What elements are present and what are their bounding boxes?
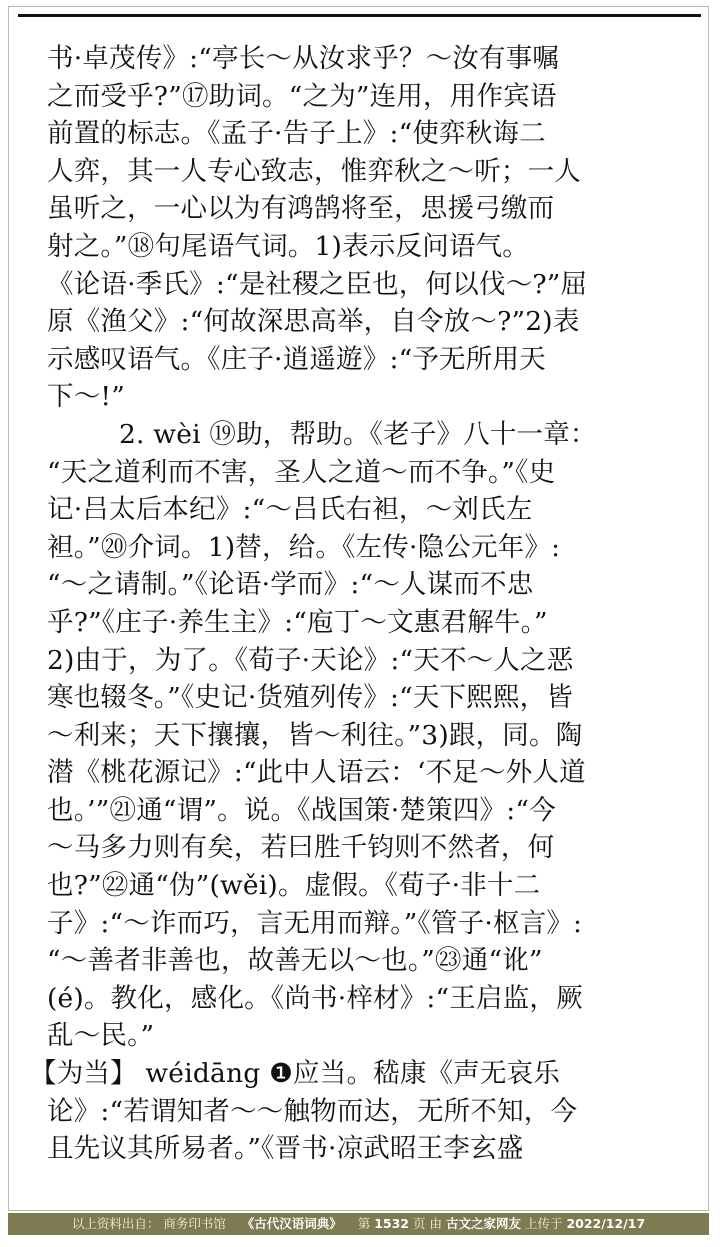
source-footer	[8, 1213, 709, 1235]
text-line: 乎?”《庄子·养生主》:“庖丁～文惠君解牛。”	[47, 606, 548, 638]
text-line: ～马多力则有矣，若曰胜千钧则不然者，何	[47, 832, 555, 864]
text-line: 书·卓茂传》:“亭长～从汝求乎？～汝有事嘱	[47, 43, 560, 74]
text-line: 前置的标志。《孟子·告子上》:“使弈秋诲二	[47, 118, 546, 150]
text-line: 《论语·季氏》:“是社稷之臣也，何以伐～?”屈	[47, 268, 588, 300]
text-line: 人弈，其一人专心致志，惟弈秋之～听；一人	[47, 155, 581, 187]
footer-uploader: 古文之家网友	[445, 1216, 521, 1231]
footer-book: 《古代汉语词典》	[241, 1216, 342, 1231]
text-line: 记·吕太后本纪》:“～吕氏右袒，～刘氏左	[47, 494, 533, 526]
sense-heading-wei4: 2. wèi ⑲助，帮助。《老子》八十一章：	[119, 418, 597, 450]
text-line: 潜《桃花源记》:“此中人语云：‘不足～外人道	[47, 757, 586, 789]
text-line: 之而受乎?”⑰助词。“之为”连用，用作宾语	[47, 80, 557, 112]
text-line: 且先议其所易者。”《晋书·凉武昭王李玄盛	[47, 1133, 524, 1165]
text-line: 也。’”㉑通“谓”。说。《战国策·楚策四》:“今	[47, 794, 556, 826]
footer-upload-label: 上传于	[524, 1216, 563, 1231]
text-line: 示感叹语气。《庄子·逍遥遊》:“予无所用天	[47, 343, 546, 375]
text-line: 子》:“～诈而巧，言无用而辩。”《管子·枢言》:	[47, 907, 583, 939]
text-line: (é)。教化，感化。《尚书·梓材》:“王启监，厥	[47, 982, 583, 1014]
footer-page-suffix: 页 由	[412, 1216, 442, 1231]
text-line: “～之请制。”《论语·学而》:“～人谋而不忠	[47, 569, 534, 601]
text-line: 论》:“若谓知者～～触物而达，无所不知，今	[47, 1095, 578, 1127]
entry-heading-weidang: 【为当】 wéidāng ❶应当。嵇康《声无哀乐	[30, 1058, 561, 1090]
text-line: 也?”㉒通“伪”(wěi)。虚假。《荀子·非十二	[47, 870, 541, 902]
text-line: 射之。”⑱句尾语气词。1)表示反问语气。	[47, 230, 529, 262]
footer-page-label: 第	[357, 1216, 371, 1231]
dictionary-text	[30, 40, 687, 1168]
text-line: 虽听之，一心以为有鸿鹄将至，思援弓缴而	[47, 193, 555, 225]
text-line: ～利来；天下攘攘，皆～利往。”3)跟，同。陶	[47, 719, 583, 751]
top-rule	[18, 14, 701, 17]
footer-page-number: 1532	[374, 1216, 409, 1231]
text-line: 2)由于，为了。《荀子·天论》:“天不～人之恶	[47, 644, 574, 676]
text-line: 袒。”⑳介词。1)替，给。《左传·隐公元年》:	[47, 531, 561, 563]
text-line: “天之道利而不害，圣人之道～而不争。”《史	[47, 456, 556, 488]
footer-prefix: 以上资料出自：	[71, 1216, 160, 1231]
text-line: 乱～民。”	[47, 1020, 155, 1052]
text-line: 下～!”	[47, 381, 125, 413]
footer-date: 2022/12/17	[566, 1216, 646, 1231]
text-line: 原《渔父》:“何故深思高举，自令放～?”2)表	[47, 306, 580, 338]
text-line: “～善者非善也，故善无以～也。”㉓通“讹”	[47, 945, 543, 977]
text-line: 寒也辍冬。”《史记·货殖列传》:“天下熙熙，皆	[47, 682, 574, 714]
footer-publisher: 商务印书馆	[163, 1216, 226, 1231]
